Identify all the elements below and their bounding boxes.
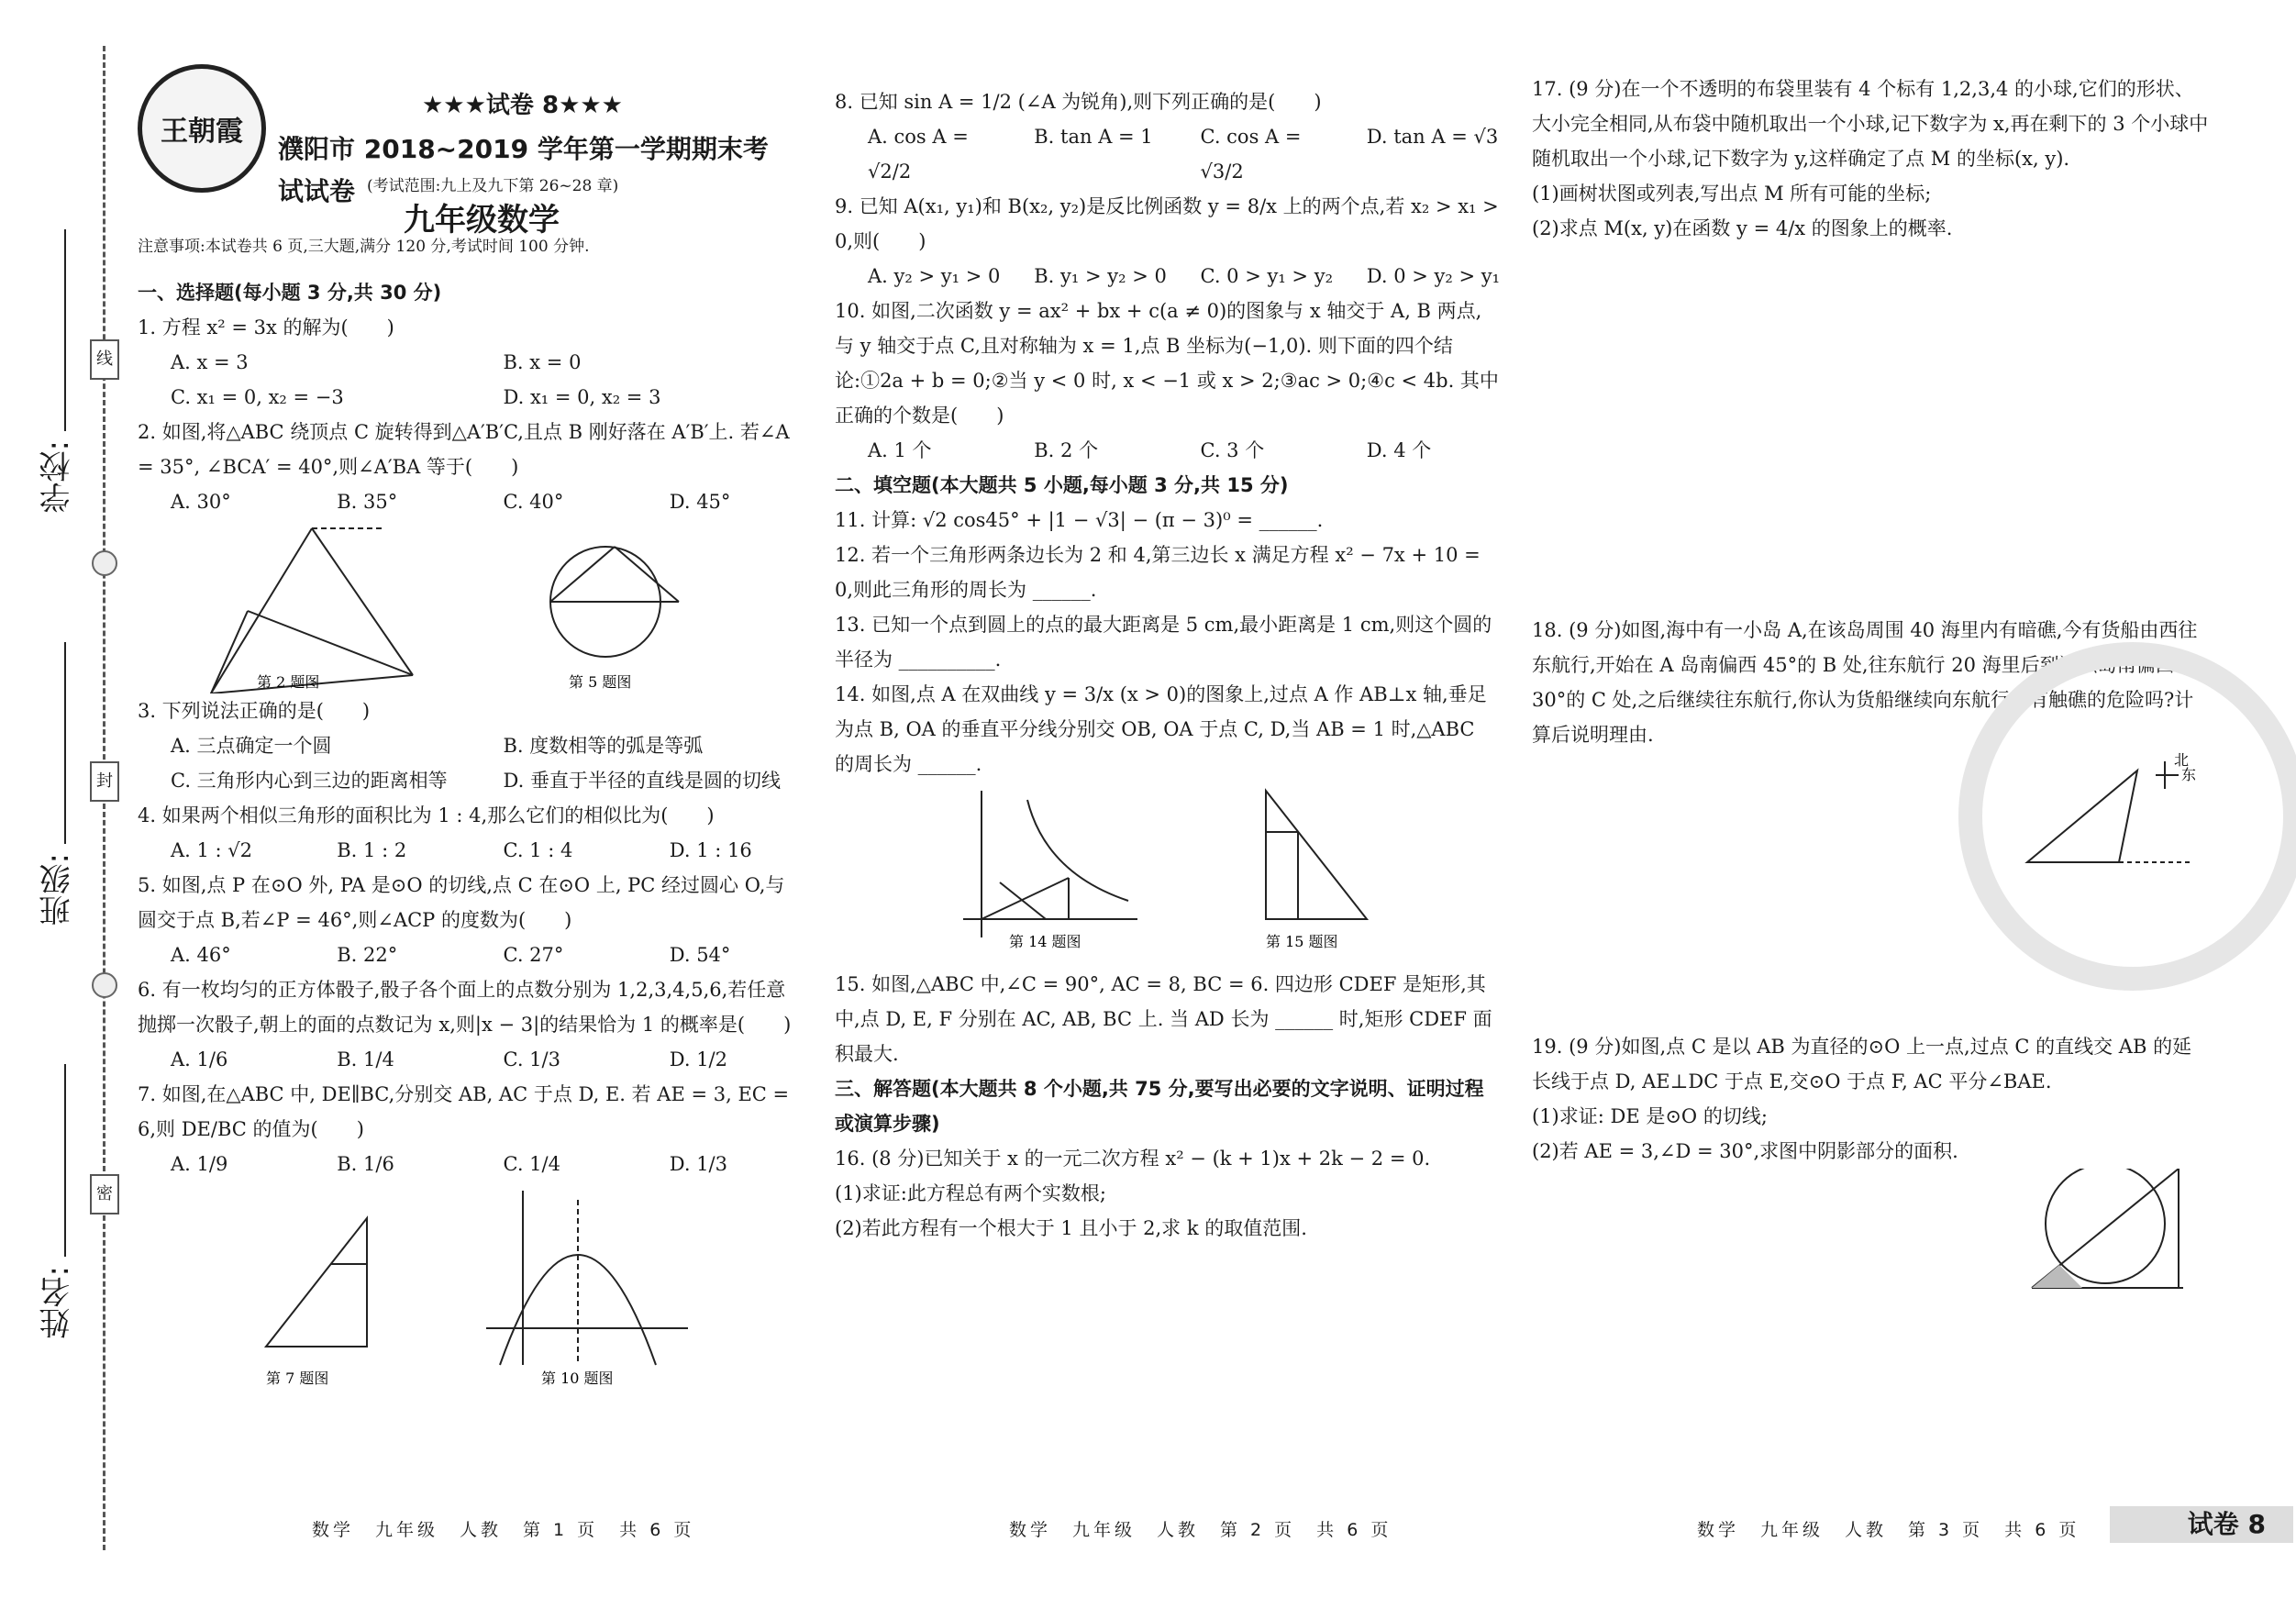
exam-range: (考试范围:九上及九下第 26~28 章) xyxy=(367,177,619,195)
binding-mark-mi: 密 xyxy=(90,1174,119,1214)
question-16-part-2: (2)若此方程有一个根大于 1 且小于 2,求 k 的取值范围. xyxy=(835,1217,1307,1239)
question-7-options: A. 1/9 B. 1/6 C. 1/4 D. 1/3 xyxy=(171,1153,727,1175)
fig14-oa xyxy=(982,878,1069,919)
question-1: 1. 方程 x² = 3x 的解为( ) xyxy=(138,316,394,338)
fig19-circle xyxy=(2046,1169,2165,1283)
figures-7-10 xyxy=(138,1181,803,1392)
question-1-options-row1: A. x = 3 B. x = 0 xyxy=(171,351,582,373)
question-6-options: A. 1/6 B. 1/4 C. 1/3 D. 1/2 xyxy=(171,1048,727,1070)
question-17-part-2: (2)求点 M(x, y)在函数 y = 4/x 的图象上的概率. xyxy=(1532,217,1953,239)
section-3-heading: 三、解答题(本大题共 8 个小题,共 75 分,要写出必要的文字说明、证明过程或演算步骤) xyxy=(835,1078,1484,1135)
brand-logo: 王朝霞 xyxy=(138,64,266,193)
fig5-tangent xyxy=(615,547,679,602)
question-7: 7. 如图,在△ABC 中, DE∥BC,分别交 AB, AC 于点 D, E. 若 AE = 3, EC = 6,则 DE/BC 的值为( ) xyxy=(138,1083,790,1140)
question-10-options: A. 1 个 B. 2 个 C. 3 个 D. 4 个 xyxy=(868,439,1432,461)
school-label: 学校: xyxy=(39,440,76,514)
fig14-caption: 第 14 题图 xyxy=(1009,933,1081,950)
question-3-options-row2: C. 三角形内心到三边的距离相等 D. 垂直于半径的直线是圆的切线 xyxy=(171,770,781,792)
name-line xyxy=(64,1064,66,1257)
question-19: 19. (9 分)如图,点 C 是以 AB 为直径的⊙O 上一点,过点 C 的直线交 AB 的延长线于点 D, AE⊥DC 于点 E,交⊙O 于点 F, AC 平分∠BAE. xyxy=(1532,1036,2192,1092)
figure-2-and-5 xyxy=(138,519,803,693)
question-11: 11. 计算: √2 cos45° + |1 − √3| − (π − 3)⁰ = ______. xyxy=(835,509,1324,531)
question-16: 16. (8 分)已知关于 x 的一元二次方程 x² − (k + 1)x + 2k − 2 = 0. xyxy=(835,1148,1431,1170)
question-3: 3. 下列说法正确的是( ) xyxy=(138,700,371,722)
question-5: 5. 如图,点 P 在⊙O 外, PA 是⊙O 的切线,点 C 在⊙O 上, PC 经过圆心 O,与圆交于点 B,若∠P = 46°,则∠ACP 的度数为( ) xyxy=(138,874,785,931)
exam-subject: 九年级数学 xyxy=(404,202,560,238)
figures-2-5 xyxy=(138,519,803,693)
binding-strip xyxy=(0,0,138,1597)
watermark-seal xyxy=(1958,642,2296,991)
question-3-options-row1: A. 三点确定一个圆 B. 度数相等的弧是等弧 xyxy=(171,735,704,757)
question-19-part-1: (1)求证: DE 是⊙O 的切线; xyxy=(1532,1105,1768,1127)
exam-title: 濮阳市 2018~2019 学年第一学期期末考试试卷 xyxy=(278,134,769,206)
figure-19 xyxy=(1532,1169,2211,1297)
question-14: 14. 如图,点 A 在双曲线 y = 3/x (x > 0)的图象上,过点 A 作 AB⊥x 轴,垂足为点 B, OA 的垂直平分线分别交 OB, OA 于点 C, D,当 AB = 1 时,△ABC 的周长为 ______. xyxy=(835,683,1487,775)
figures-14-15 xyxy=(835,782,1500,956)
question-16-part-1: (1)求证:此方程总有两个实数根; xyxy=(835,1182,1106,1204)
question-18: 18. (9 分)如图,海中有一小岛 A,在该岛周围 40 海里内有暗礁,今有货船由西往东航行,开始在 A 岛南偏西 45°的 B 处,往东航行 20 海里后到达该岛南偏西 30°的 C 处,之后继续往东航行,你认为货船继续向东航行会有触礁的危险吗?计算后说明理由. xyxy=(1532,619,2198,746)
column-2 xyxy=(835,84,1500,1246)
question-2-options: A. 30° B. 35° C. 40° D. 45° xyxy=(171,491,731,513)
column-1 xyxy=(138,229,803,1403)
question-6: 6. 有一枚均匀的正方体骰子,骰子各个面上的点数分别为 1,2,3,4,5,6,若任意抛掷一次骰子,朝上的面的点数记为 x,则|x − 3|的结果恰为 1 的概率是( ) xyxy=(138,979,792,1036)
exam-header xyxy=(138,64,803,248)
fig5-caption: 第 5 题图 xyxy=(569,673,632,691)
question-9-options: A. y₂ > y₁ > 0 B. y₁ > y₂ > 0 C. 0 > y₁ > y₂ D. 0 > y₂ > y₁ xyxy=(868,265,1501,287)
question-5-options: A. 46° B. 22° C. 27° D. 54° xyxy=(171,944,731,966)
binding-mark-xian: 线 xyxy=(90,339,119,380)
fig14-hyperbola xyxy=(1027,800,1128,901)
notice: 注意事项:本试卷共 6 页,三大题,满分 120 分,考试时间 100 分钟. xyxy=(138,238,590,256)
question-19-part-2: (2)若 AE = 3,∠D = 30°,求图中阴影部分的面积. xyxy=(1532,1140,1958,1162)
question-13: 13. 已知一个点到圆上的点的最大距离是 5 cm,最小距离是 1 cm,则这个圆的半径为 __________. xyxy=(835,614,1492,671)
fig7-triangle xyxy=(266,1218,367,1347)
fig14-bisector xyxy=(1000,882,1046,919)
question-12: 12. 若一个三角形两条边长为 2 和 4,第三边长 x 满足方程 x² − 7x + 10 = 0,则此三角形的周长为 ______. xyxy=(835,544,1481,601)
fig2-caption: 第 2 题图 xyxy=(257,673,320,691)
question-15: 15. 如图,△ABC 中,∠C = 90°, AC = 8, BC = 6. 四边形 CDEF 是矩形,其中,点 D, E, F 分别在 AC, AB, BC 上. 当 AD 长为 ______ 时,矩形 CDEF 面积最大. xyxy=(835,973,1492,1065)
question-4-options: A. 1 : √2 B. 1 : 2 C. 1 : 4 D. 1 : 16 xyxy=(171,839,752,861)
fig15-rectangle xyxy=(1266,832,1298,919)
question-8-options: A. cos A = √2/2 B. tan A = 1 C. cos A = √3/2 D. tan A = √3 xyxy=(868,126,1499,183)
section-1-heading: 一、选择题(每小题 3 分,共 30 分) xyxy=(138,282,442,304)
name-label: 姓名: xyxy=(39,1266,76,1339)
east-label: 东 xyxy=(2181,766,2197,783)
north-label: 北 xyxy=(2174,752,2190,769)
question-1-options-row2: C. x₁ = 0, x₂ = −3 D. x₁ = 0, x₂ = 3 xyxy=(171,386,661,408)
fig15-triangle xyxy=(1266,791,1367,919)
question-8: 8. 已知 sin A = 1/2 (∠A 为锐角),则下列正确的是( ) xyxy=(835,91,1322,113)
section-2-heading: 二、填空题(本大题共 5 小题,每小题 3 分,共 15 分) xyxy=(835,474,1289,496)
school-line xyxy=(64,229,66,431)
class-line xyxy=(64,642,66,844)
paper-badge: 试卷 8 xyxy=(2110,1506,2293,1543)
question-17-part-1: (1)画树状图或列表,写出点 M 所有可能的坐标; xyxy=(1532,183,1932,205)
binding-hole xyxy=(92,550,117,576)
fig7-caption: 第 7 题图 xyxy=(266,1370,329,1387)
fig19-shaded-region xyxy=(2032,1265,2082,1288)
question-10: 10. 如图,二次函数 y = ax² + bx + c(a ≠ 0)的图象与 x 轴交于 A, B 两点,与 y 轴交于点 C,且对称轴为 x = 1,点 B 坐标为(−1,0). 则下面的四个结论:①2a + b = 0;②当 y < 0 时, x < −1 或 x > 2;③ac > 0;④c < 4b. 其中正确的个数是( ) xyxy=(835,300,1499,427)
footer-page-2: 数学 九年级 人教 第 2 页 共 6 页 xyxy=(1009,1520,1392,1540)
fig5-chord xyxy=(550,547,615,602)
binding-mark-feng: 封 xyxy=(90,761,119,802)
binding-hole xyxy=(92,972,117,998)
footer-page-1: 数学 九年级 人教 第 1 页 共 6 页 xyxy=(312,1520,695,1540)
fig2-line xyxy=(211,528,312,693)
fig10-caption: 第 10 题图 xyxy=(541,1370,614,1387)
footer-page-3: 数学 九年级 人教 第 3 页 共 6 页 xyxy=(1697,1520,2080,1540)
question-17: 17. (9 分)在一个不透明的布袋里装有 4 个标有 1,2,3,4 的小球,它们的形状、大小完全相同,从布袋中随机取出一个小球,记下数字为 x,再在剩下的 3 个小球中随机取出一个小球,记下数字为 y,这样确定了点 M 的坐标(x, y). xyxy=(1532,78,2209,170)
paper-label: ★★★试卷 8★★★ xyxy=(422,92,623,119)
fig15-caption: 第 15 题图 xyxy=(1266,933,1338,950)
fig2-line xyxy=(312,528,413,675)
question-9: 9. 已知 A(x₁, y₁)和 B(x₂, y₂)是反比例函数 y = 8/x 上的两个点,若 x₂ > x₁ > 0,则( ) xyxy=(835,195,1499,252)
question-4: 4. 如果两个相似三角形的面积比为 1 : 4,那么它们的相似比为( ) xyxy=(138,804,715,826)
question-2: 2. 如图,将△ABC 绕顶点 C 旋转得到△A′B′C,且点 B 刚好落在 A′B′上. 若∠A = 35°, ∠BCA′ = 40°,则∠A′BA 等于( ) xyxy=(138,421,790,478)
class-label: 班级: xyxy=(39,853,76,926)
